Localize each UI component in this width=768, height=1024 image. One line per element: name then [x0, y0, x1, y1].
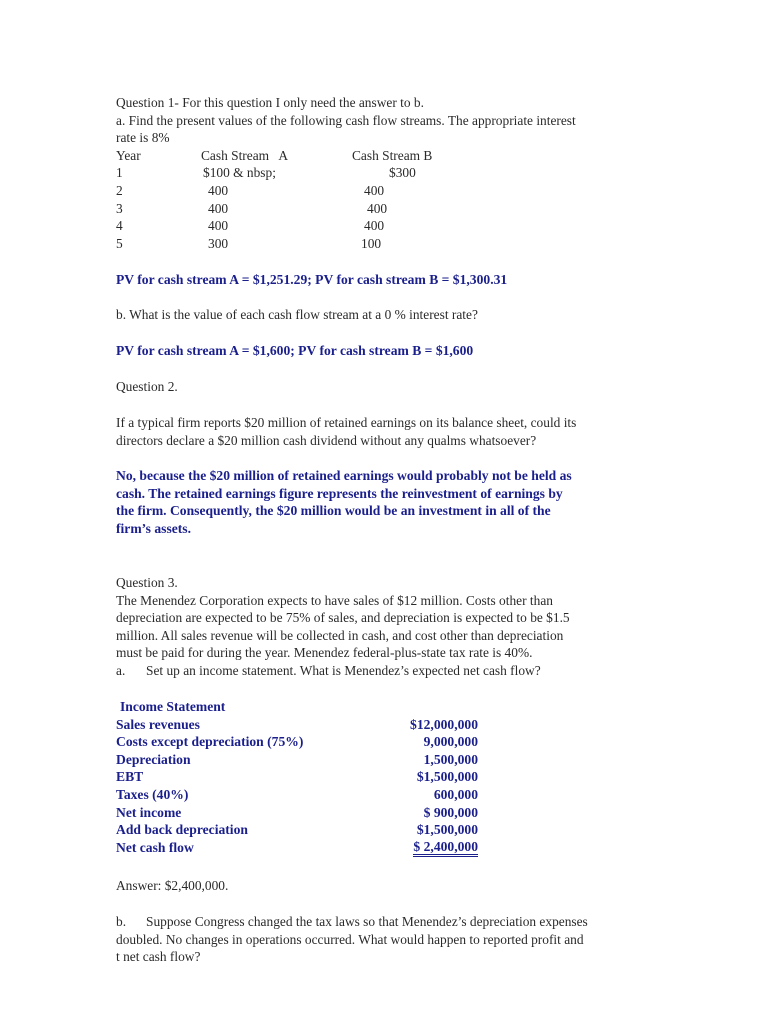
stream-b-cell: 100	[361, 235, 382, 251]
statement-label: Taxes (40%)	[116, 786, 189, 802]
q3-text-line: million. All sales revenue will be collected in cash, and cost other than depreciation	[116, 627, 564, 643]
table-row	[116, 182, 536, 200]
stream-b-cell: 400	[364, 218, 385, 234]
q3-part-a-text: Set up an income statement. What is Menendez’s expected net cash flow?	[146, 663, 541, 678]
q3-part-b-line2: doubled. No changes in operations occurred. What would happen to reported profit and	[116, 931, 584, 947]
stream-b-cell: $300	[389, 165, 416, 181]
statement-value: $ 900,000	[423, 804, 478, 820]
statement-label: Add back depreciation	[116, 822, 248, 838]
q2-answer-line: cash. The retained earnings figure represents the reinvestment of earnings by	[116, 485, 563, 501]
table-row	[116, 751, 486, 769]
table-row	[116, 733, 486, 751]
q2-title: Question 2.	[116, 379, 178, 394]
table-row	[116, 200, 536, 218]
header-stream-b: Cash Stream B	[352, 147, 433, 163]
q1-answer-a: PV for cash stream A = $1,251.29; PV for cash stream B = $1,300.31	[116, 272, 508, 287]
header-year: Year	[116, 147, 141, 163]
table-row	[116, 716, 486, 734]
statement-value: $1,500,000	[416, 822, 478, 838]
statement-total-value: $ 2,400,000	[413, 839, 478, 857]
statement-label: EBT	[116, 769, 144, 785]
stream-b-cell: 400	[367, 200, 388, 216]
q2-answer-line: firm’s assets.	[116, 520, 191, 536]
statement-label: Net cash flow	[116, 839, 194, 855]
q3-text-line: The Menendez Corporation expects to have sales of $12 million. Costs other than	[116, 592, 553, 608]
statement-label: Depreciation	[116, 751, 191, 767]
statement-label: Net income	[116, 804, 182, 820]
table-row	[116, 804, 486, 822]
statement-value: 1,500,000	[423, 751, 478, 767]
q2-answer-line: No, because the $20 million of retained earnings would probably not be held as	[116, 468, 572, 483]
q3-text-line: must be paid for during the year. Menendez federal-plus-state tax rate is 40%.	[116, 645, 533, 661]
q3-text-line: depreciation are expected to be 75% of sales, and depreciation is expected to be $1.5	[116, 610, 570, 626]
q2-answer-line: the firm. Consequently, the $20 million would be an investment in all of the	[116, 503, 551, 519]
year-cell: 1	[116, 165, 123, 181]
q1-answer-b: PV for cash stream A = $1,600; PV for cash stream B = $1,600	[116, 343, 474, 358]
table-row	[116, 768, 486, 786]
statement-label: Sales revenues	[116, 716, 200, 732]
stream-a-cell: 400	[208, 218, 229, 234]
stream-a-cell: 400	[208, 183, 229, 198]
income-statement-title-row	[116, 698, 486, 716]
q1-part-a-line1: a. Find the present values of the following cash flow streams. The appropriate interest	[116, 112, 576, 128]
q3-part-a-label: a.	[116, 663, 126, 678]
income-statement	[116, 698, 486, 856]
q3-part-b-line3: t net cash flow?	[116, 949, 201, 965]
statement-label: Costs except depreciation (75%)	[116, 734, 304, 750]
year-cell: 4	[116, 218, 123, 234]
statement-value: 600,000	[433, 786, 478, 802]
stream-a-cell: 300	[208, 235, 229, 251]
year-cell: 2	[116, 183, 123, 198]
table-row	[116, 164, 536, 182]
q3-part-b-label: b.	[116, 914, 127, 929]
table-row	[116, 217, 536, 235]
stream-a-cell: $100 & nbsp;	[203, 165, 276, 181]
stream-a-cell: 400	[208, 200, 229, 216]
stream-b-cell: 400	[364, 183, 385, 198]
statement-value: $12,000,000	[410, 716, 478, 732]
q3-part-b-line1: Suppose Congress changed the tax laws so that Menendez’s depreciation expenses	[146, 914, 588, 929]
header-stream-a: Cash Stream A	[201, 147, 289, 163]
year-cell: 3	[116, 200, 123, 216]
table-row	[116, 235, 536, 253]
q3-answer: Answer: $2,400,000.	[116, 878, 229, 893]
statement-value: 9,000,000	[423, 734, 478, 750]
q3-title: Question 3.	[116, 575, 178, 590]
q2-text-line1: If a typical firm reports $20 million of retained earnings on its balance sheet, could its	[116, 415, 577, 430]
cash-flow-table-header	[116, 147, 536, 165]
q1-intro: Question 1- For this question I only need the answer to b.	[116, 95, 424, 110]
table-row	[116, 786, 486, 804]
q1-part-b: b. What is the value of each cash flow stream at a 0 % interest rate?	[116, 307, 478, 322]
year-cell: 5	[116, 235, 123, 251]
table-row	[116, 839, 486, 857]
statement-value: $1,500,000	[416, 769, 478, 785]
income-statement-title: Income Statement	[120, 699, 226, 714]
q2-text-line2: directors declare a $20 million cash dividend without any qualms whatsoever?	[116, 432, 537, 448]
q1-part-a-line2: rate is 8%	[116, 130, 170, 146]
table-row	[116, 821, 486, 839]
